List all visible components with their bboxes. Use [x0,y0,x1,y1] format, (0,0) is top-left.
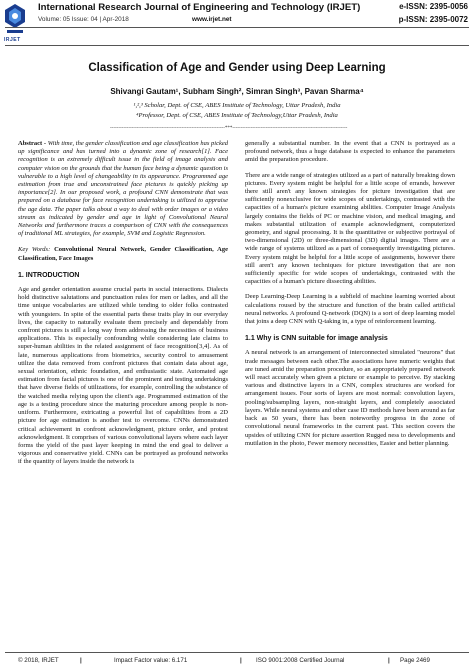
keywords [18,246,228,262]
footer-iso: ISO 9001:2008 Certified Journal [256,657,345,664]
paper-title: Classification of Age and Gender using Deep Learning [88,62,386,74]
right-column [245,140,455,448]
irjet-logo-icon [5,4,25,35]
footer-separator: | [240,657,242,664]
section-heading-introduction: 1. INTRODUCTION [18,271,80,279]
abstract-text: With time, the gender classification and age classification has picked up significance and has turned into a dynamic zone of research[1]. Face recognition is an extremely difficult issue in the field of image analysis and computer vision on the grounds that the human face being a dynamic question is vulnerable to a high level of changeability in its appearance. Programmed age estimation from true and unconstrained face pictures is quickly picking up importance[2]. In our proposed work, a profound CNN demonstrate that was prepared on a database for face recognition undertaking is utilized to appraise the age data. The paper talks about a way to deal with order images or a video stream as indicated by gender and age in light of Convolutional Neural Networks and furthermore traces a comparison of CNN with the consequences of traditional ML strategies, for example, SVM and Logistic Regression. [18,140,228,238]
eissn-label: e-ISSN: 2395-0056 [399,2,468,11]
logo-text: IRJET [4,37,21,43]
affiliation-2: ⁴Professor, Dept. of CSE, ABES Institute of Technology,Uttar Pradesh, India [136,112,338,119]
section-separator: ---------------------------------------------------------------------***--------------------------------------------------------------------- [110,126,348,131]
keywords-text: Convolutional Neural Network, Gender Classification, Age Classification, Face Images [18,246,228,262]
paragraph: generally a substantial number. In the event that a CNN is portrayed as a profound network, thus a huge database is expected to enhance the parameters amid the preparation procedure. [245,140,455,164]
volume-line: Volume: 05 Issue: 04 | Apr-2018 [38,16,129,23]
affiliation-1: ¹,²,³ Scholar, Dept. of CSE, ABES Institute of Technology, Uttar Pradesh, India [133,102,341,109]
left-column [18,140,228,467]
header-divider-bottom [5,45,469,46]
footer-divider [5,652,469,653]
introduction-paragraph: Age and gender orientation assume crucial parts in social interactions. Dialects hold distinctive salutations and punctuation rules for men or ladies, and all the time unique vocabularies are utilized while tending to older folks contrasted with youngsters. In spite of the essential parts these traits play in our everyday lives, the capacity to naturally evaluate them precisely and dependably from confront pictures is still a long way from addressing the necessities of business applications. This is especially confounding while considering late claims to super-human abilities in the related assignment of face recognition[3,4]. As of late, numerous applications from biometrics, security control to amusement utilize the data removed from confront pictures that contain data about age, sexual orientation, ethnic foundation, and enthusiastic state. Automated age estimation from facial pictures is one of the prominent and testing undertakings that have diverse fields of utilizations, for example, controlling the substance of the watched media relying upon the client's age. Programmed estimation of the age is a testing procedure since the maturing procedure among people is non-uniform. Furthermore, extricating a powerful list of capabilities from a 2D picture for age estimation is another test to overcome. CNNs demonstrated critical achievement in confront acknowledgment, picture order, and protest acknowledgment. It comprises of various convolutional layers where each layer forms the yield of the past layer keeping in mind the end goal to deliver a vigorous and conservative yield. CNNs can be portrayed as profound networks if the quantity of layers inside the network is [18,286,228,466]
footer-copyright: © 2018, IRJET [18,657,59,664]
journal-website-link[interactable]: www.irjet.net [192,16,232,23]
footer-separator: | [80,657,82,664]
keywords-label: Key Words: [18,246,55,254]
section-heading-why-cnn: 1.1 Why is CNN suitable for image analysis [245,335,388,343]
paper-authors: Shivangi Gautam¹, Subham Singh², Simran Singh³, Pavan Sharma⁴ [110,87,364,96]
pissn-label: p-ISSN: 2395-0072 [398,15,468,24]
abstract [18,140,228,238]
footer-impact-factor: Impact Factor value: 6.171 [114,657,188,664]
paragraph: A neural network is an arrangement of interconnected simulated "neurons" that trade messages between each other.The associations have numeric weights that are tuned amid the preparation procedure, so an appropriately prepared network will react accurately when given a picture or example to perceive. By stacking various and distinctive layers in a CNN, complex structures are worked for arrangement issues. Four sorts of layers are most normal: convolution layers, pooling/subsampling layers, non-straight layers, and completely associated layers. While neural systems and other case ID methods have been around as far back as 50 years, there has been noteworthy progress in the zone of convolutional neural frameworks in the current past. This section covers the upsides of utilizing CNN for picture assertion Rugged ness to developments and mutilation in the photo, Fewer memory necessities, Easier and better planning. [245,349,455,447]
footer-separator: | [388,657,390,664]
paragraph: Deep Learning-Deep Learning is a subfield of machine learning worried about calculations roused by the structure and function of the brain called artificial neural networks. A profound Q-network (DQN) is a sort of deep learning model that joins a deep CNN with Q-taking in, a type of reinforcement learning. [245,293,455,326]
journal-header [0,0,474,46]
journal-title: International Research Journal of Engineering and Technology (IRJET) [38,2,361,13]
paragraph: There are a wide range of strategies utilized as a part of naturally breaking down pictures. Every system might be helpful for a little scope of errands, however there still aren't any known strategies for picture investigation that are sufficiently nonexclusive for wide scopes of undertakings, contrasted with the capacities of a human's picture examining abilities. Computer Image Analysis largely contains the fields of PC or machine vision, and medical imaging, and makes substantial utilization of example acknowledgment, computerized geometry, and signal processing. It is the quantitative or subjective portrayal of two-dimensional (2D) or three-dimensional (3D) digital images. There are a wide range of systems utilized as a part of consequently investigating pictures. Every system might be helpful for a little scope of assignments, however there still aren't any known techniques for picture investigation that are non sufficiently specific for wide scopes of undertakings, contrasted with the capacities of a human's picture dissecting abilities. [245,171,455,286]
abstract-label: Abstract - [18,140,48,147]
footer-page-number: Page 2469 [400,657,430,664]
header-divider [5,27,469,28]
